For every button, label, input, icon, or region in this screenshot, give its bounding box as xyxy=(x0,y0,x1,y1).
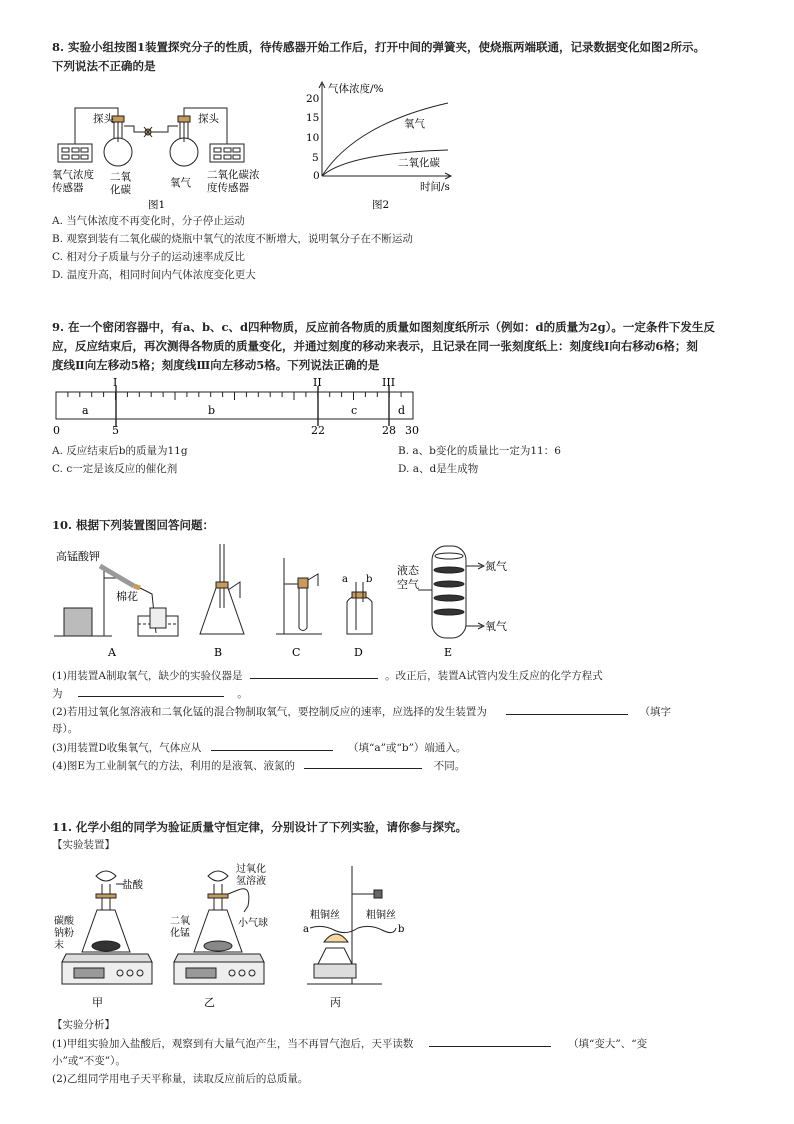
hcl-label: 盐酸 xyxy=(122,879,143,891)
number-5: 5 xyxy=(112,424,119,437)
probe-right-label: 探头 xyxy=(198,113,219,125)
balloon-label: 小气球 xyxy=(238,918,268,929)
cu-wire-label-2: 粗铜丝 xyxy=(366,910,396,921)
q10-p2-blank[interactable] xyxy=(506,702,628,715)
q9-option-d: D. a、d是生成物 xyxy=(398,463,479,475)
q11-p2-line: (2)乙组同学用电子天平称量，读取反应前后的总质量。 xyxy=(52,1073,309,1085)
q10-p2-text-b: （填字 xyxy=(639,706,672,718)
q11-apparatus-figure xyxy=(52,854,422,1014)
o2-flask-label: 氧气 xyxy=(170,177,191,189)
x-axis-label: 时间/s xyxy=(420,181,450,193)
number-28: 28 xyxy=(382,424,396,437)
figure1-caption: 图1 xyxy=(148,199,166,211)
caption-bing: 丙 xyxy=(330,996,341,1009)
q10-p2-text-a: (2)若用过氧化氢溶液和二氧化锰的混合物制取氧气，要控制反应的速率，应选择的发生装置为 xyxy=(52,706,487,718)
q9-stem-line2: 应，反应结束后，再次测得各物质的质量变化，并通过刻度的移动来表示，且记录在同一张刻度纸上：刻度线Ⅰ向右移动6格；刻 xyxy=(52,339,698,353)
number-30: 30 xyxy=(405,424,419,437)
dropping-funnel-jia xyxy=(96,871,116,881)
balloon xyxy=(228,889,249,912)
caption-d: D xyxy=(354,646,363,659)
q11-device-header: 【实验装置】 xyxy=(52,839,115,851)
co2-flask-label-2: 化碳 xyxy=(110,184,131,196)
wire-end-a: a xyxy=(303,924,309,935)
cu-wire-label-1: 粗铜丝 xyxy=(310,910,340,921)
q8-figure2-graph xyxy=(300,78,460,213)
q8-option-c: C. 相对分子质量与分子的运动速率成反比 xyxy=(52,251,245,263)
kmno4-label: 高锰酸钾 xyxy=(56,550,100,563)
mno2-label-1: 二氧 xyxy=(170,916,190,927)
marker-label-3: III xyxy=(382,376,396,389)
copper-wire xyxy=(310,926,396,932)
q10-p1-text-d: 。 xyxy=(237,688,248,700)
ytick-5: 5 xyxy=(312,152,319,164)
o2-series-label: 氧气 xyxy=(404,118,425,130)
na2co3-label-2: 钠粉 xyxy=(54,928,74,939)
port-b-label: b xyxy=(366,574,373,585)
caption-b: B xyxy=(214,646,223,659)
q8-option-b: B. 观察到装有二氧化碳的烧瓶中氧气的浓度不断增大，说明氧分子在不断运动 xyxy=(52,233,413,245)
caption-yi: 乙 xyxy=(204,996,215,1009)
q10-p4-line xyxy=(52,756,465,775)
probe-left-label: 探头 xyxy=(93,113,114,125)
q10-p1-blank2[interactable] xyxy=(78,684,224,697)
n2-label: 氮气 xyxy=(485,560,507,573)
number-22: 22 xyxy=(311,424,325,437)
q10-p1-line2 xyxy=(52,684,248,703)
q10-p3-text-b: （填“a”或“b”）端通入。 xyxy=(347,742,467,754)
q8-stem-line2: 下列说法不正确的是 xyxy=(52,59,156,73)
h2o2-label-1: 过氧化 xyxy=(236,864,266,875)
co2-sensor-label-1: 二氧化碳浓 xyxy=(207,169,260,181)
q11-p1-line2: 小”或“不变”）。 xyxy=(52,1055,126,1067)
q11-stem: 11. 化学小组的同学为验证质量守恒定律，分别设计了下列实验，请你参与探究。 xyxy=(52,820,468,834)
q11-p1-blank[interactable] xyxy=(429,1034,551,1047)
o2-sensor-label-1: 氧气浓度 xyxy=(52,169,94,181)
q10-stem: 10. 根据下列装置图回答问题： xyxy=(52,518,215,532)
left-flask xyxy=(104,138,132,166)
caption-a: A xyxy=(108,646,116,659)
q9-stem-line3: 度线Ⅱ向左移动5格；刻度线Ⅲ向左移动5格。下列说法正确的是 xyxy=(52,358,380,372)
q10-p3-blank[interactable] xyxy=(211,738,333,751)
apparatus-d-bottle xyxy=(347,596,372,634)
port-a-label: a xyxy=(342,574,348,585)
q10-p1-text-b: 。改正后，装置A试管内发生反应的化学方程式 xyxy=(385,670,603,682)
origin-label: 0 xyxy=(313,170,320,182)
q10-p2-line1 xyxy=(52,702,671,721)
o2-outlet-label: 氧气 xyxy=(485,620,507,633)
co2-series-label: 二氧化碳 xyxy=(398,157,440,169)
caption-e: E xyxy=(444,646,453,659)
liquid-air-label-2: 空气 xyxy=(397,578,419,591)
q9-ruler xyxy=(50,376,430,438)
ytick-10: 10 xyxy=(306,132,320,144)
q10-p3-line xyxy=(52,738,466,757)
segment-b: b xyxy=(208,404,216,417)
q11-analysis-header: 【实验分析】 xyxy=(52,1019,115,1031)
na2co3-label-3: 末 xyxy=(54,940,64,951)
ytick-15: 15 xyxy=(306,112,320,124)
q10-p4-blank[interactable] xyxy=(304,756,422,769)
na2co3-label-1: 碳酸 xyxy=(54,916,74,927)
q10-p1-line1 xyxy=(52,666,603,685)
h2o2-label-2: 氢溶液 xyxy=(236,876,266,887)
q11-p1-text-a: (1)甲组实验加入盐酸后，观察到有大量气泡产生，当不再冒气泡后，天平读数 xyxy=(52,1038,414,1050)
caption-c: C xyxy=(292,646,301,659)
dropping-funnel-yi xyxy=(208,871,228,881)
q10-p2-line2: 母）。 xyxy=(52,723,79,735)
q8-option-a: A. 当气体浓度不再变化时，分子停止运动 xyxy=(52,215,245,227)
y-axis-label: 气体浓度/% xyxy=(328,83,384,95)
marker-label-2: II xyxy=(313,376,322,389)
q11-p1-line1 xyxy=(52,1034,647,1053)
segment-d: d xyxy=(398,404,406,417)
q8-option-d: D. 温度升高，相同时间内气体浓度变化更大 xyxy=(52,269,256,281)
apparatus-a-block xyxy=(64,608,92,636)
number-0: 0 xyxy=(53,424,60,437)
q10-p1-text-a: (1)用装置A制取氧气，缺少的实验仪器是 xyxy=(52,670,243,682)
q8-figure1-apparatus xyxy=(52,80,282,215)
mno2-label-2: 化锰 xyxy=(170,928,190,939)
q9-option-b: B. a、b变化的质量比一定为11：6 xyxy=(398,445,561,457)
right-flask xyxy=(170,138,198,166)
wire-end-b: b xyxy=(398,924,405,935)
q10-p1-blank1[interactable] xyxy=(250,666,378,679)
o2-sensor-label-2: 传感器 xyxy=(52,182,84,194)
alcohol-lamp xyxy=(318,948,352,964)
q10-p1-text-c: 为 xyxy=(52,688,63,700)
co2-sensor-label-2: 度传感器 xyxy=(207,182,249,194)
caption-jia: 甲 xyxy=(92,996,103,1009)
q10-apparatus-figure xyxy=(52,538,512,662)
figure2-caption: 图2 xyxy=(372,199,390,211)
q11-p1-text-b: （填“变大”、“变 xyxy=(568,1038,648,1050)
segment-a: a xyxy=(82,404,89,417)
q8-stem-line1: 8. 实验小组按图1装置探究分子的性质，待传感器开始工作后，打开中间的弹簧夹，使烧瓶两端联通，记录数据变化如图2所示。 xyxy=(52,40,706,54)
q10-p3-text-a: (3)用装置D收集氧气，气体应从 xyxy=(52,742,202,754)
q10-p4-text-a: (4)图E为工业制氧气的方法，利用的是液氧、液氮的 xyxy=(52,760,296,772)
ytick-20: 20 xyxy=(306,93,320,105)
co2-flask-label-1: 二氧 xyxy=(110,171,131,183)
marker-label-1: I xyxy=(113,376,118,389)
q9-stem-line1: 9. 在一个密闭容器中，有a、b、c、d四种物质，反应前各物质的质量如图刻度纸所示（例如：d的质量为2g）。一定条件下发生反 xyxy=(52,320,715,334)
segment-c: c xyxy=(351,404,358,417)
liquid-air-label-1: 液态 xyxy=(397,564,419,577)
q9-option-c: C. c一定是该反应的催化剂 xyxy=(52,463,178,475)
cotton-label: 棉花 xyxy=(116,590,138,603)
apparatus-e-column xyxy=(432,546,466,638)
q10-p4-text-b: 不同。 xyxy=(433,760,466,772)
q9-option-a: A. 反应结束后b的质量为11g xyxy=(52,445,188,457)
